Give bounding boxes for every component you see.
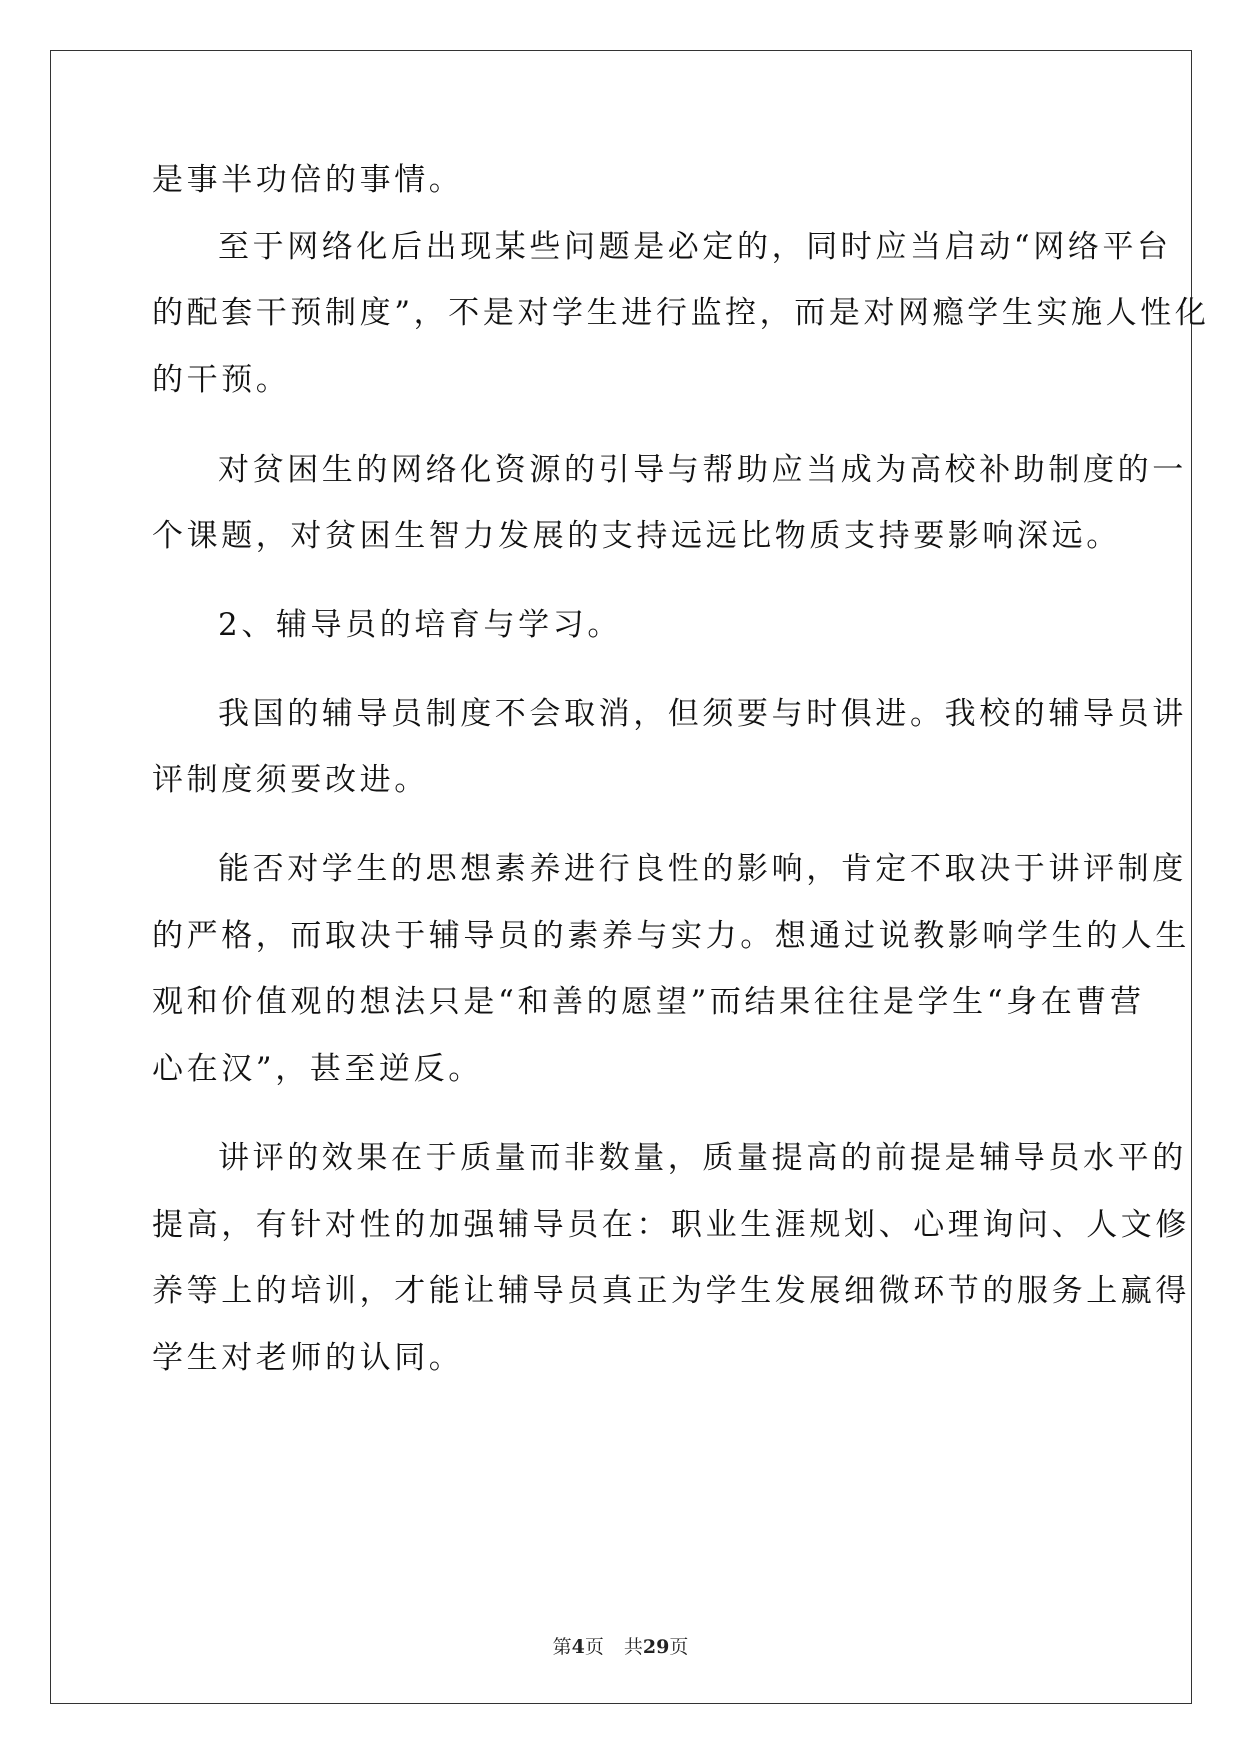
text-line: 评制度须要改进。	[152, 762, 429, 798]
page-suffix: 页	[584, 1636, 604, 1658]
text-line: 我国的辅导员制度不会取消，但须要与时俱进。我校的辅导员讲	[218, 696, 1187, 732]
text-line: 至于网络化后出现某些问题是必定的，同时应当启动“网络平台	[218, 229, 1172, 265]
total-suffix: 页	[669, 1636, 689, 1658]
text-line: 学生对老师的认同。	[152, 1340, 464, 1376]
page-footer	[0, 1632, 1241, 1659]
text-line: 个课题，对贫困生智力发展的支持远远比物质支持要影响深远。	[152, 518, 1121, 554]
text-line: 心在汉”，甚至逆反。	[152, 1051, 483, 1087]
text-line: 是事半功倍的事情。	[152, 162, 464, 198]
text-line: 养等上的培训，才能让辅导员真正为学生发展细微环节的服务上赢得	[152, 1273, 1190, 1309]
text-line: 的严格，而取决于辅导员的素养与实力。想通过说教影响学生的人生	[152, 918, 1190, 954]
total-prefix: 共	[623, 1636, 643, 1658]
text-line: 观和价值观的想法只是“和善的愿望”而结果往往是学生“身在曹营	[152, 984, 1145, 1020]
text-line: 能否对学生的思想素养进行良性的影响，肯定不取决于讲评制度	[218, 851, 1187, 887]
text-line: 讲评的效果在于质量而非数量，质量提高的前提是辅导员水平的	[218, 1140, 1187, 1176]
text-line: 的干预。	[152, 362, 291, 398]
page-number: 4	[571, 1636, 585, 1658]
page-prefix: 第	[552, 1636, 572, 1658]
text-line: 提高，有针对性的加强辅导员在：职业生涯规划、心理询问、人文修	[152, 1207, 1190, 1243]
total-pages: 29	[642, 1636, 670, 1658]
text-line: 的配套干预制度”，不是对学生进行监控，而是对网瘾学生实施人性化	[152, 295, 1210, 331]
text-line: 2、辅导员的培育与学习。	[218, 607, 622, 643]
text-line: 对贫困生的网络化资源的引导与帮助应当成为高校补助制度的一	[218, 452, 1187, 488]
